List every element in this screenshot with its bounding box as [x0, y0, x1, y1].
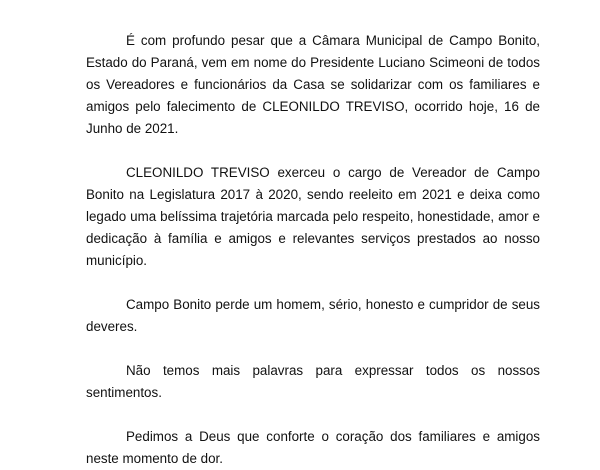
document-body — [86, 30, 540, 470]
paragraph-tribute: Campo Bonito perde um homem, sério, honesto e cumpridor de seus deveres. — [86, 297, 540, 334]
paragraph-sentiments: Não temos mais palavras para expressar todos os nossos sentimentos. — [86, 363, 540, 400]
paragraph-condolence-intro: É com profundo pesar que a Câmara Municipal de Campo Bonito, Estado do Paraná, vem em nome do Presidente Luciano Scimeoni de todos os Vereadores e funcionários da Casa se solidarizar com os familiares e amigos pelo falecimento de CLEONILDO TREVISO, ocorrido hoje, 16 de Junho de 2021. — [86, 33, 540, 136]
paragraph-prayer: Pedimos a Deus que conforte o coração dos familiares e amigos neste momento de dor. — [86, 429, 540, 466]
paragraph-career: CLEONILDO TREVISO exerceu o cargo de Vereador de Campo Bonito na Legislatura 2017 à 2020, sendo reeleito em 2021 e deixa como legado uma belíssima trajetória marcada pelo respeito, honestidade, amor e dedicação à família e amigos e relevantes serviços prestados ao nosso município. — [86, 165, 540, 268]
